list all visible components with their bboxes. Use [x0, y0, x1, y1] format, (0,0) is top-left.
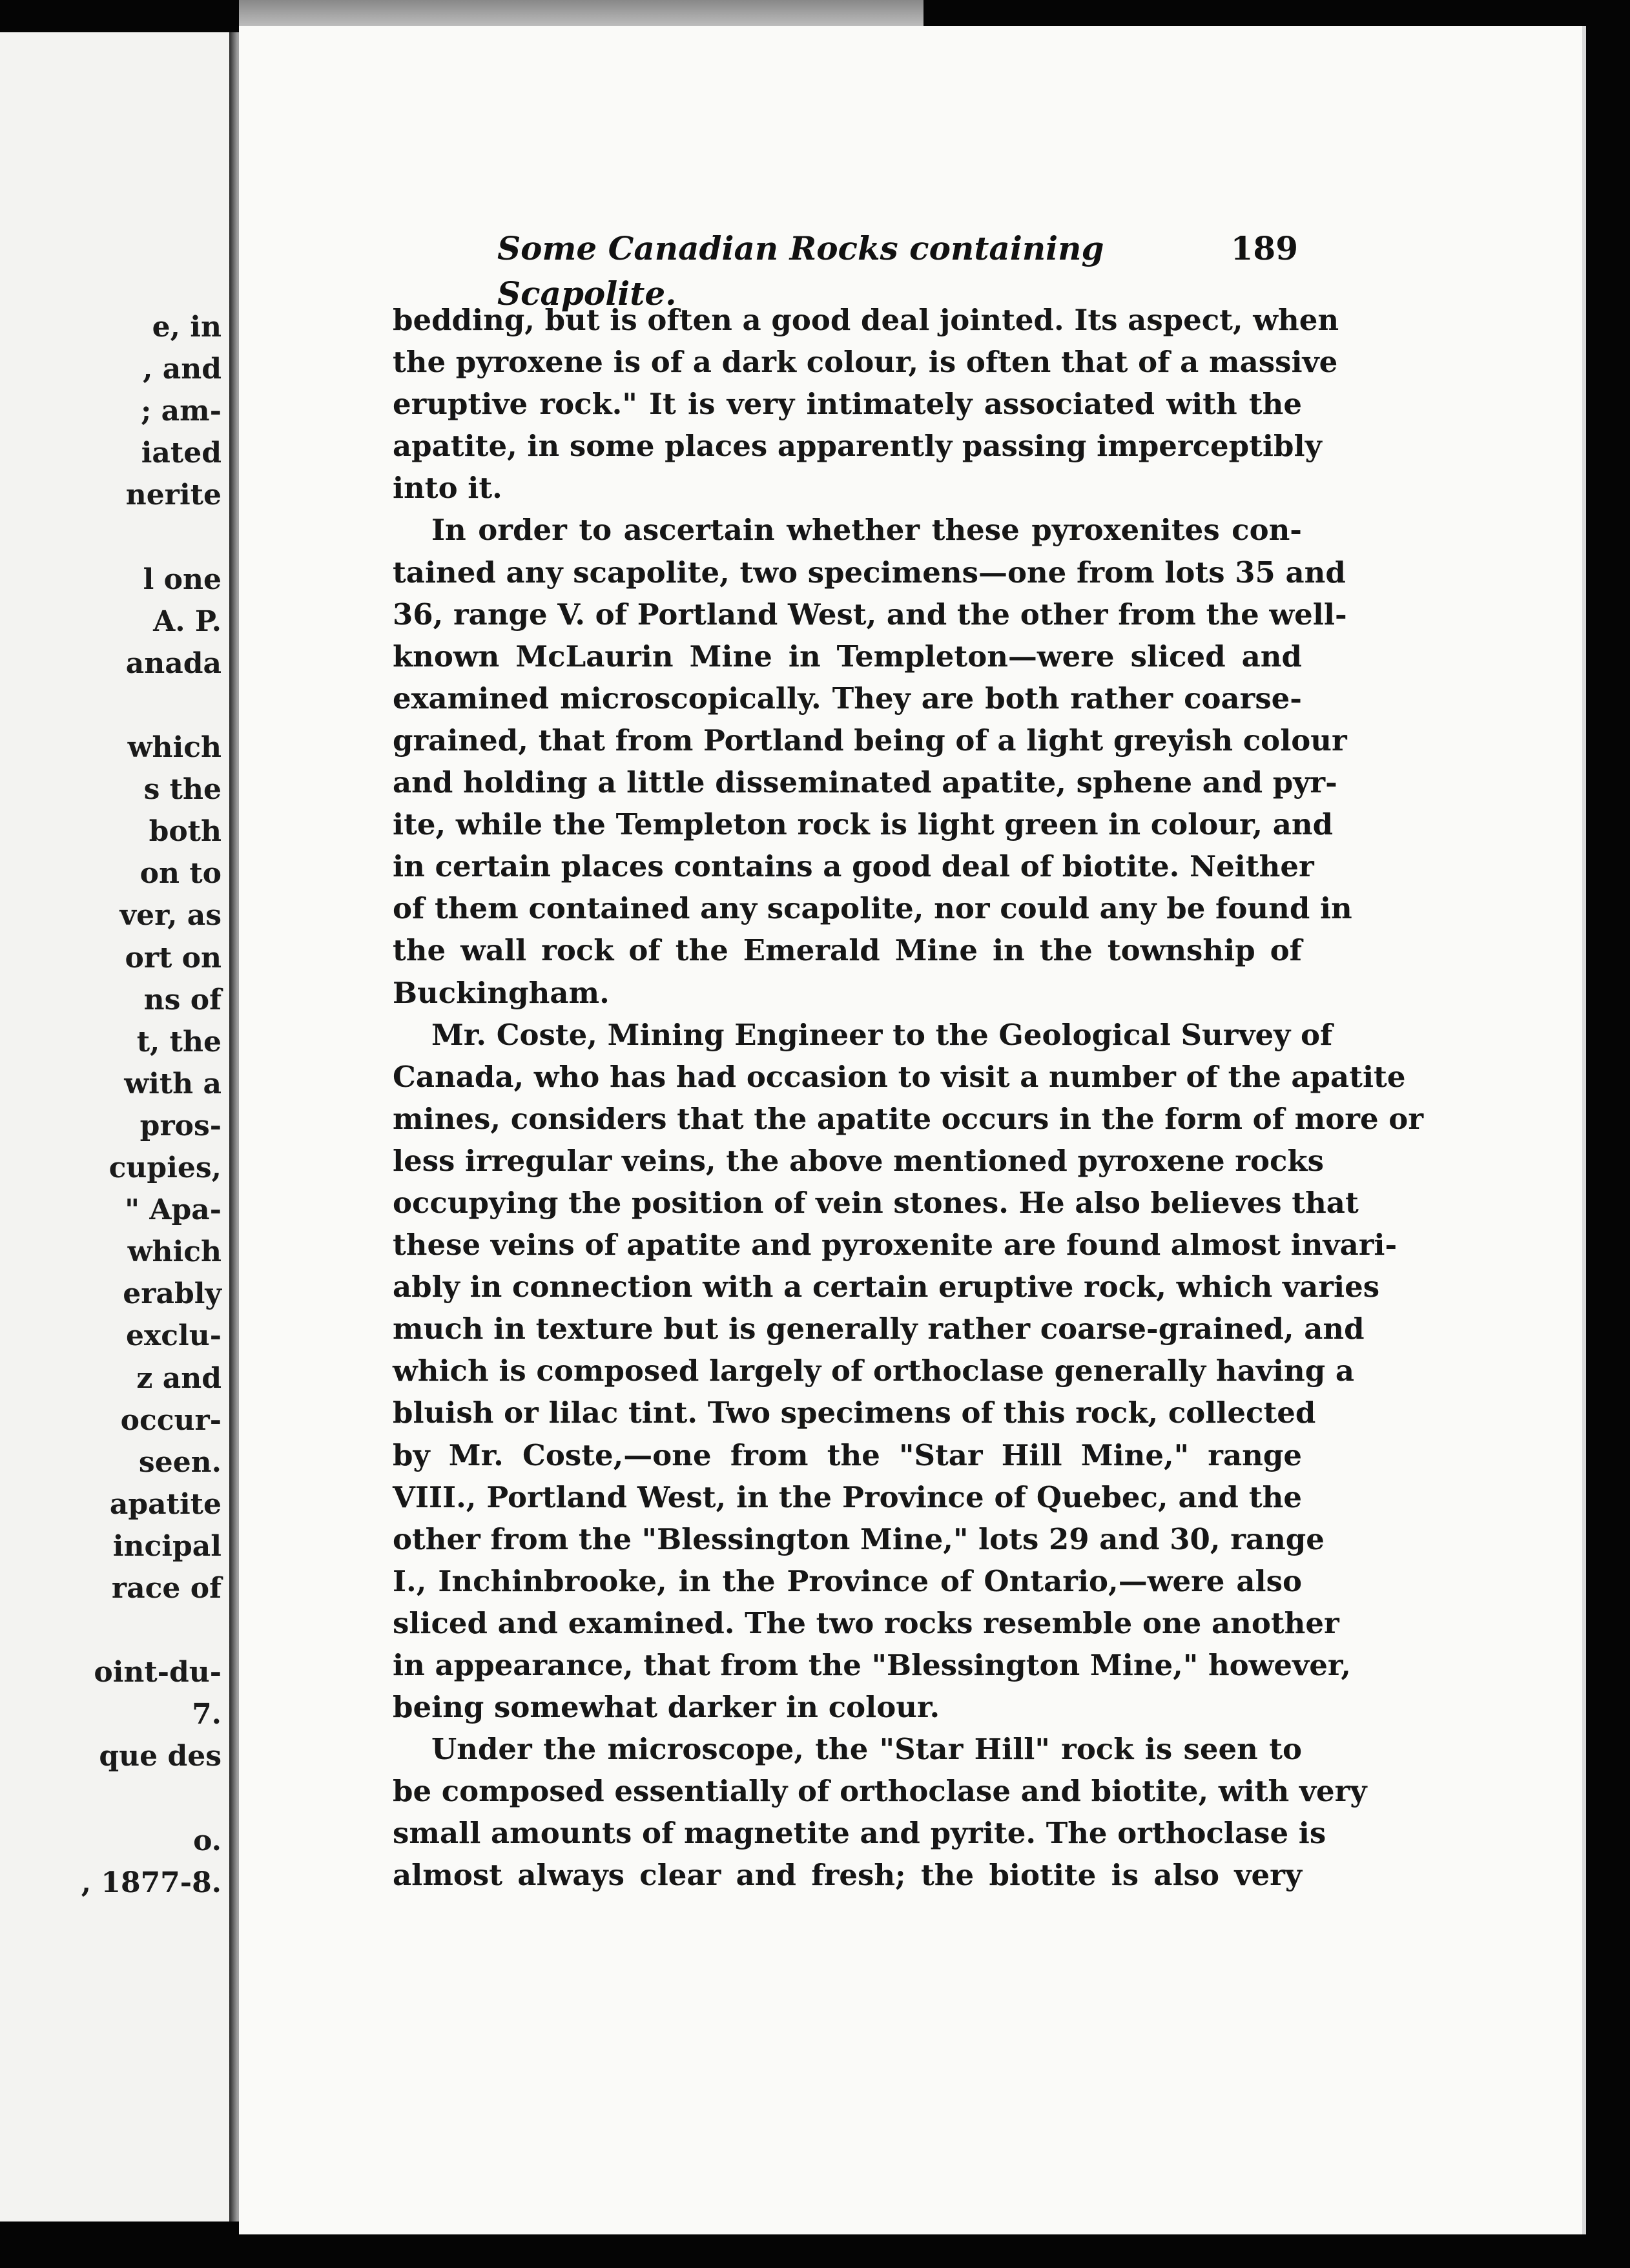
facing-page-text: both — [149, 815, 222, 849]
facing-page-text: with a — [124, 1067, 222, 1100]
facing-page-text: l one — [143, 562, 222, 596]
facing-page-text: o. — [193, 1824, 222, 1857]
text-line: these veins of apatite and pyroxenite are found almost invari- — [393, 1228, 1398, 1263]
text-line: being somewhat darker in colour. — [393, 1690, 940, 1725]
text-line: Buckingham. — [393, 975, 610, 1010]
text-line: VIII., Portland West, in the Province of Quebec, and the — [393, 1479, 1302, 1514]
text-line: which is composed largely of orthoclase generally having a — [393, 1354, 1354, 1388]
facing-page-text: oint-du- — [94, 1656, 222, 1689]
text-line: small amounts of magnetite and pyrite. The orthoclase is — [393, 1816, 1326, 1851]
text-line: occupying the position of vein stones. He also believes that — [393, 1185, 1359, 1220]
facing-page-text: nerite — [125, 479, 222, 512]
text-line: into it. — [393, 471, 502, 506]
text-line: ably in connection with a certain eruptive rock, which varies — [393, 1270, 1380, 1304]
text-line: the wall rock of the Emerald Mine in the township of — [393, 933, 1302, 968]
text-line: tained any scapolite, two specimens—one from lots 35 and — [393, 555, 1346, 590]
text-line: Under the microscope, the "Star Hill" rock is seen to — [431, 1732, 1302, 1767]
page-number: 189 — [1230, 229, 1298, 267]
text-line: bedding, but is often a good deal jointed. Its aspect, when — [393, 303, 1339, 337]
facing-page-text: pros- — [139, 1109, 222, 1142]
text-line: examined microscopically. They are both rather coarse- — [393, 681, 1302, 716]
body-text — [393, 299, 1424, 1897]
facing-page-text: ; am- — [141, 395, 222, 428]
facing-page-text: on to — [139, 857, 222, 891]
text-line: other from the "Blessington Mine," lots 29 and 30, range — [393, 1521, 1325, 1556]
text-line: and holding a little disseminated apatite, sphene and pyr- — [393, 765, 1337, 800]
facing-page-text: ver, as — [119, 899, 222, 933]
facing-page-text: incipal — [112, 1529, 222, 1563]
text-line: Mr. Coste, Mining Engineer to the Geological Survey of — [431, 1017, 1333, 1052]
facing-page-text: z and — [136, 1361, 222, 1395]
text-line: known McLaurin Mine in Templeton—were sliced and — [393, 639, 1302, 674]
facing-page-text: anada — [125, 646, 222, 680]
page-top-edge — [239, 0, 923, 26]
facing-page-fragment — [0, 32, 234, 2222]
text-line: in appearance, that from the "Blessington Mine," however, — [393, 1648, 1351, 1682]
text-line: by Mr. Coste,—one from the "Star Hill Mine," range — [393, 1438, 1302, 1472]
text-line: mines, considers that the apatite occurs in the form of more or — [393, 1101, 1424, 1136]
running-title: Some Canadian Rocks containing Scapolite. — [497, 229, 1104, 313]
text-line: less irregular veins, the above mentioned pyroxene rocks — [393, 1143, 1324, 1178]
facing-page-text: ort on — [125, 941, 222, 974]
facing-page-text: occur- — [120, 1403, 222, 1437]
text-line: eruptive rock." It is very intimately associated with the — [393, 387, 1302, 422]
text-line: in certain places contains a good deal of biotite. Neither — [393, 849, 1314, 884]
text-line: In order to ascertain whether these pyroxenites con- — [431, 513, 1302, 548]
text-line: grained, that from Portland being of a light greyish colour — [393, 723, 1347, 758]
facing-page-text: which — [127, 731, 222, 764]
text-line: almost always clear and fresh; the biotite is also very — [393, 1858, 1302, 1893]
text-line: bluish or lilac tint. Two specimens of this rock, collected — [393, 1396, 1316, 1430]
text-line: 36, range V. of Portland West, and the other from the well- — [393, 597, 1347, 632]
text-line: ite, while the Templeton rock is light green in colour, and — [393, 807, 1334, 842]
facing-page-text: which — [127, 1235, 222, 1269]
text-line: of them contained any scapolite, nor could any be found in — [393, 891, 1352, 926]
text-line: apatite, in some places apparently passing imperceptibly — [393, 429, 1322, 464]
facing-page-text: iated — [141, 437, 222, 470]
facing-page-text: " Apa- — [125, 1193, 222, 1227]
facing-page-text: e, in — [152, 311, 222, 344]
running-head — [497, 226, 1298, 313]
facing-page-text: erably — [123, 1277, 222, 1311]
text-line: be composed essentially of orthoclase and biotite, with very — [393, 1774, 1367, 1809]
facing-page-text: , 1877-8. — [81, 1866, 222, 1899]
text-line: I., Inchinbrooke, in the Province of Ontario,—were also — [393, 1563, 1302, 1598]
facing-page-text: s the — [143, 773, 222, 807]
facing-page-text: 7. — [192, 1698, 222, 1731]
text-line: the pyroxene is of a dark colour, is often that of a massive — [393, 345, 1338, 380]
text-line: sliced and examined. The two rocks resemble one another — [393, 1605, 1339, 1640]
facing-page-text: seen. — [138, 1445, 222, 1479]
text-line: Canada, who has had occasion to visit a number of the apatite — [393, 1059, 1406, 1094]
facing-page-text: race of — [111, 1572, 222, 1605]
facing-page-text: apatite — [109, 1487, 222, 1521]
facing-page-text: que des — [99, 1740, 222, 1773]
facing-page-text: A. P. — [153, 604, 222, 638]
facing-page-text: ns of — [143, 983, 222, 1016]
text-line: much in texture but is generally rather coarse-grained, and — [393, 1312, 1365, 1346]
facing-page-text: t, the — [136, 1025, 222, 1058]
facing-page-text: exclu- — [126, 1319, 222, 1353]
facing-page-text: cupies, — [108, 1151, 222, 1184]
facing-page-text: , and — [143, 353, 222, 386]
